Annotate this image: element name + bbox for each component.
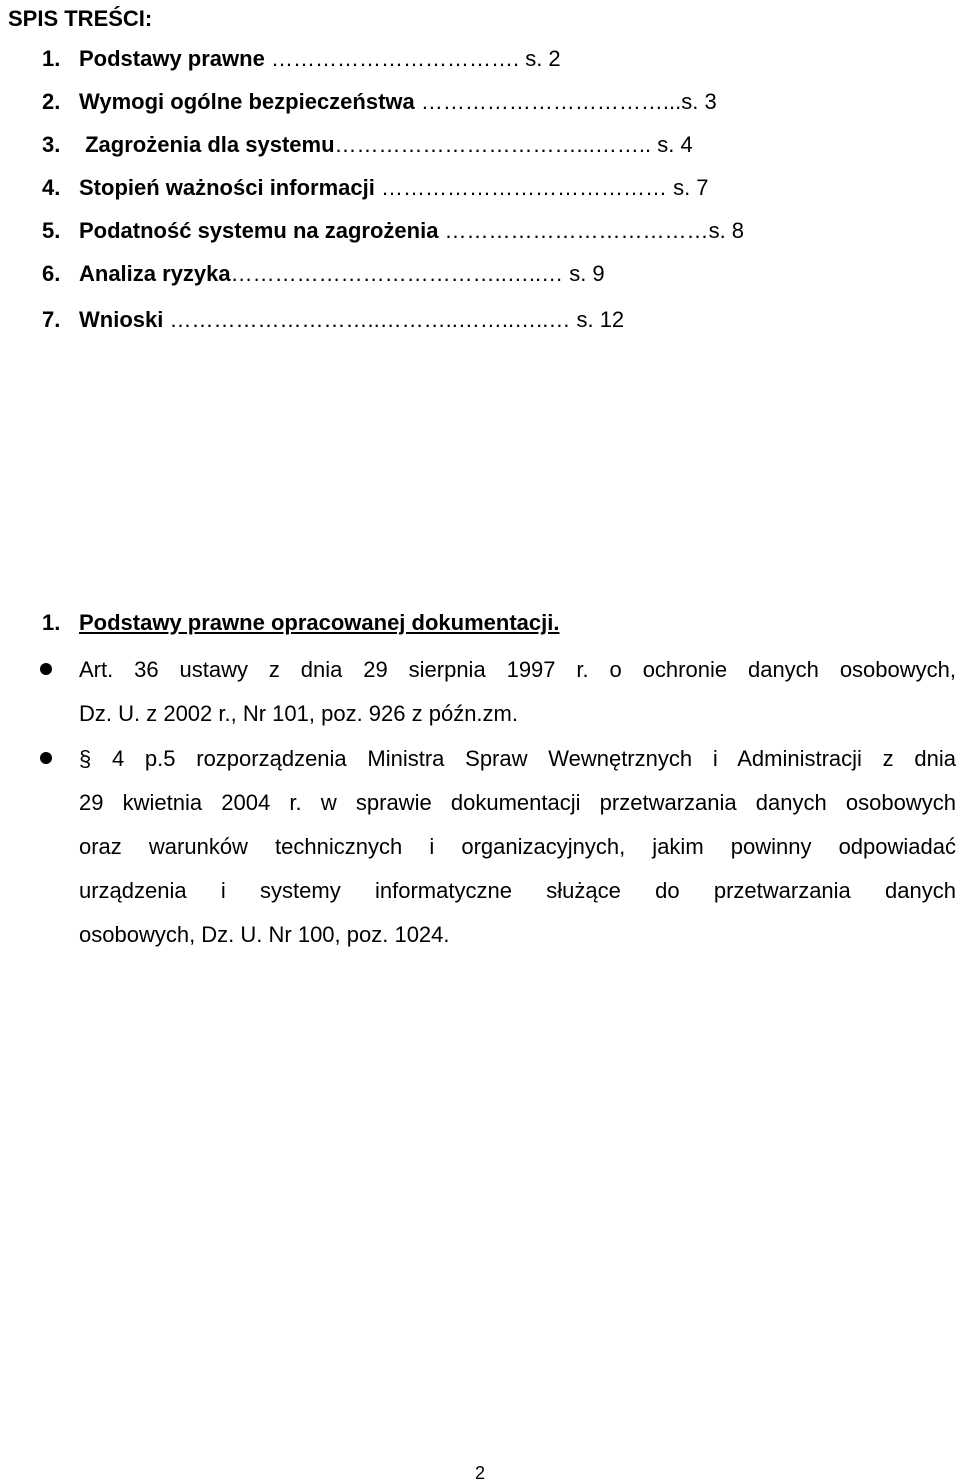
toc-entry-name: Podstawy prawne [79,46,265,71]
toc-entry-leader: ……………………………... [414,89,682,114]
section-title: Podstawy prawne opracowanej dokumentacji. [79,610,560,635]
paragraph-line: Art. 36 ustawy z dnia 29 sierpnia 1997 r. o ochronie danych osobowych, [79,657,956,682]
paragraph-line: Dz. U. z 2002 r., Nr 101, poz. 926 z późn.zm. [79,701,518,726]
section-number: 1. [42,610,61,635]
toc-entry-number: 4. [42,175,61,200]
bullet-paragraph-1 [79,648,956,736]
toc-entry-leader: ………………………………… [374,175,674,200]
bullet-dot-icon [40,752,52,764]
toc-entry-leader: ………………………………..…..… [230,261,570,286]
section-heading [42,608,559,638]
toc-entry-leader: ……………………………… [438,218,709,243]
toc-entry-number: 1. [42,46,61,71]
toc-entry-name: Zagrożenia dla systemu [79,132,335,157]
toc-entry-number: 2. [42,89,61,114]
paragraph-line: urządzenia i systemy informatyczne służące do przetwarzania danych [79,878,956,903]
toc-entry-5[interactable] [42,216,744,246]
paragraph-line: 29 kwietnia 2004 r. w sprawie dokumentacji przetwarzania danych osobowych [79,790,956,815]
toc-entry-page: s. 9 [569,261,605,286]
toc-entry-name: Podatność systemu na zagrożenia [79,218,439,243]
toc-entry-leader: ……………………………. [264,46,526,71]
toc-entry-name: Analiza ryzyka [79,261,231,286]
bullet-dot-icon [40,663,52,675]
toc-title: SPIS TREŚCI: [8,6,153,31]
toc-entry-1[interactable] [42,44,561,74]
toc-entry-leader: ……………………………...…….. [334,132,658,157]
toc-entry-page: s. 2 [525,46,561,71]
toc-entry-6[interactable] [42,259,605,289]
toc-entry-leader: ………………………..………..……..…..… [163,307,577,332]
page-number: 2 [474,1463,485,1483]
toc-entry-page: s. 4 [657,132,693,157]
toc-entry-7[interactable] [42,305,624,335]
toc-entry-page: s. 8 [708,218,745,243]
paragraph-line: osobowych, Dz. U. Nr 100, poz. 1024. [79,922,450,947]
toc-entry-name: Stopień ważności informacji [79,175,375,200]
bullet-paragraph-2 [79,737,956,957]
paragraph-line: § 4 p.5 rozporządzenia Ministra Spraw Wewnętrznych i Administracji z dnia [79,746,956,771]
toc-entry-number: 7. [42,307,61,332]
toc-entry-number: 6. [42,261,61,286]
toc-entry-page: s. 3 [681,89,717,114]
toc-entry-3[interactable] [42,130,693,160]
toc-entry-4[interactable] [42,173,709,203]
toc-entry-page: s. 7 [673,175,709,200]
toc-entry-number: 5. [42,218,61,243]
toc-entry-name: Wymogi ogólne bezpieczeństwa [79,89,415,114]
toc-entry-number: 3. [42,132,61,157]
paragraph-line: oraz warunków technicznych i organizacyjnych, jakim powinny odpowiadać [79,834,956,859]
toc-entry-2[interactable] [42,87,717,117]
toc-entry-page: s. 12 [576,307,625,332]
toc-entry-name: Wnioski [79,307,164,332]
